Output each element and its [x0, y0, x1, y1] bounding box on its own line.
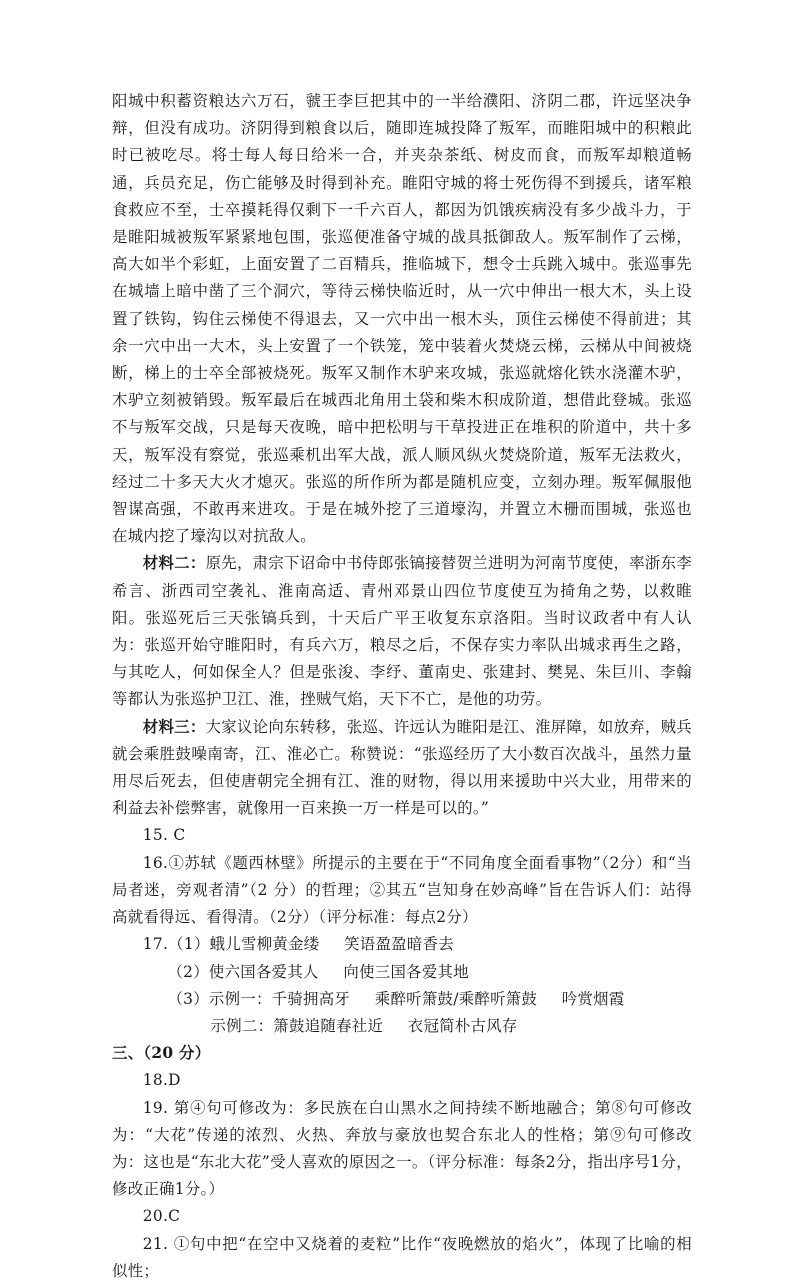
answer-17-2a: （2）使六国各爱其人	[167, 962, 319, 981]
answer-17-3a: （3）示例一：千骑拥高牙	[167, 989, 351, 1008]
answer-17-line-4	[112, 1013, 692, 1040]
answer-17-3c: 吟赏烟霞	[561, 989, 625, 1008]
answer-16: 16.①苏轼《题西林壁》所提示的主要在于“不同角度全面看事物”（2分）和“当局者迷，旁观者清”（2 分）的哲理；②其五“岂知身在妙高峰”旨在告诉人们：站得高就看得远、看得清。（2分）（评分标准：每点2分）	[112, 853, 692, 927]
answer-17-line-1	[112, 931, 692, 958]
answer-17-line-3	[112, 986, 692, 1013]
answer-17-2b: 向使三国各爱其地	[343, 962, 469, 981]
material-two	[112, 550, 692, 713]
material-two-text: 原先，肃宗下诏命中书侍郎张镐接替贺兰进明为河南节度使，率浙东李希言、浙西司空袭礼、淮南高适、青州邓景山四位节度使互为掎角之势，以救睢阳。张巡死后三天张镐兵到，十天后广平王收复东京洛阳。当时议政者中有人认为：张巡开始守睢阳时，有兵六万，粮尽之后，不保存实力率队出城求再生之路，与其吃人，何如保全人？但是张浚、李纾、董南史、张建封、樊晃、朱巨川、李翰等都认为张巡护卫江、淮，挫贼气焰，天下不亡，是他的功劳。	[112, 554, 692, 709]
answer-17-3b: 乘醉听箫鼓/乘醉听箫鼓	[374, 989, 538, 1008]
material-three-label: 材料三：	[142, 717, 206, 736]
answer-19: 19. 第④句可修改为：多民族在白山黑水之间持续不断地融合；第⑧句可修改为：“大花”传递的浓烈、火热、奔放与豪放也契合东北人的性格；第⑨句可修改为：这也是“东北大花”受人喜欢的原因之一。（评分标准：每条2分，指出序号1分，修改正确1分。）	[112, 1098, 692, 1199]
material-three-text: 大家议论向东转移，张巡、许远认为睢阳是江、淮屏障，如放弃，贼兵就会乘胜鼓噪南寄，江、淮必亡。称赞说：“张巡经历了大小数百次战斗，虽然力量用尽后死去，但使唐朝完全拥有江、淮的财物，得以用来援助中兴大业，用带来的利益去补偿弊害，就像用一百来换一万一样是可以的。”	[112, 717, 692, 818]
answer-17-4a: 示例二：箫鼓追随春社近	[210, 1016, 384, 1035]
section-three-heading: 三、（20 分）	[112, 1044, 211, 1063]
answer-21: 21. ①句中把“在空中又烧着的麦粒”比作“夜晚燃放的焰火”，体现了比喻的相似性；	[112, 1234, 692, 1280]
answer-17-1a: 17.（1）蛾儿雪柳黄金缕	[142, 935, 320, 954]
answer-15: 15. C	[142, 826, 186, 845]
answer-page	[112, 88, 692, 1285]
answer-17-line-2	[112, 959, 692, 986]
answer-17-1b: 笑语盈盈暗香去	[344, 935, 454, 954]
material-three	[112, 714, 692, 823]
answer-18: 18.D	[142, 1071, 181, 1090]
passage-continuation: 阳城中积蓄资粮达六万石，虢王李巨把其中的一半给濮阳、济阴二郡，许远坚决争辩，但没有成功。济阴得到粮食以后，随即连城投降了叛军，而睢阳城中的积粮此时已被吃尽。将士每人每日给米一合，并夹杂茶纸、树皮而食，而叛军却粮道畅通，兵员充足，伤亡能够及时得到补充。睢阳守城的将士死伤得不到援兵，诸军粮食救应不至，士卒摸耗得仅剩下一千六百人，都因为饥饿疾病没有多少战斗力，于是睢阳城被叛军紧紧地包围，张巡便准备守城的战具抵御敌人。叛军制作了云梯，高大如半个彩虹，上面安置了二百精兵，推临城下，想令士兵跳入城中。张巡事先在城墙上暗中凿了三个洞穴，等待云梯快临近时，从一穴中伸出一根大木，头上设置了铁钩，钩住云梯使不得退去，又一穴中出一根木头，顶住云梯使不得前进；其余一穴中出一大木，头上安置了一个铁笼，笼中装着火焚烧云梯，云梯从中间被烧断，梯上的士卒全部被烧死。叛军又制作木驴来攻城，张巡就熔化铁水浇灌木驴，木驴立刻被销毁。叛军最后在城西北角用土袋和柴木积成阶道，想借此登城。张巡不与叛军交战，只是每天夜晚，暗中把松明与干草投进正在堆积的阶道中，共十多天，叛军没有察觉，张巡乘机出军大战，派人顺风纵火焚烧阶道，叛军无法救火，经过二十多天大火才熄灭。张巡的所作所为都是随机应变，立刻办理。叛军佩服他智谋高强，不敢再来进攻。于是在城外挖了三道壕沟，并置立木栅而围城，张巡也在城内挖了壕沟以对抗敌人。	[112, 92, 692, 546]
material-two-label: 材料二：	[142, 554, 206, 573]
answer-17-4b: 衣冠简朴古风存	[407, 1016, 518, 1035]
answer-20: 20.C	[142, 1207, 181, 1226]
